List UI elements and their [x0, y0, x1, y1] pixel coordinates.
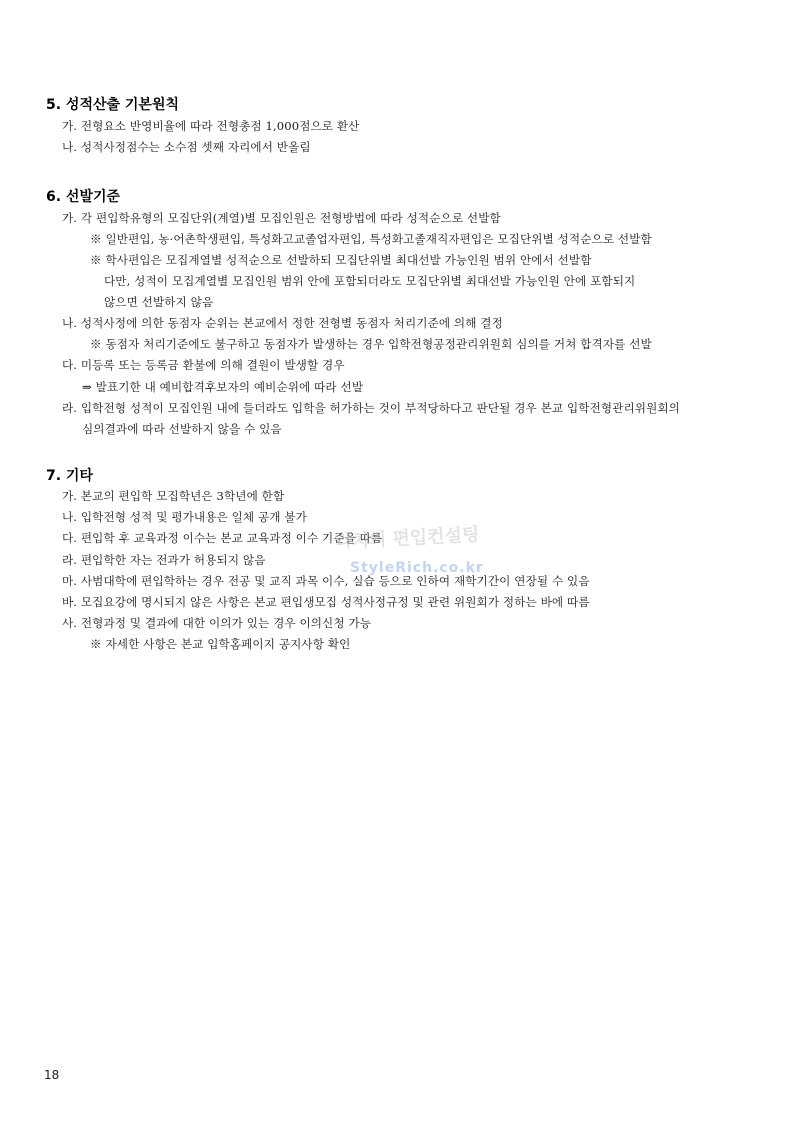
section-6-note-waitlist: ⇒ 발표기한 내 예비합격후보자의 예비순위에 따라 선발 [82, 380, 364, 394]
section-7-item-ba: 바. 모집요강에 명시되지 않은 사항은 본교 편입생모집 성적사정규정 및 관련 위원회가 정하는 바에 따름 [62, 595, 590, 609]
watermark-bottom-text: StyleRich.co.kr [350, 560, 484, 576]
section-7-title: 7. 기타 [46, 468, 93, 484]
section-6-item-ra: 라. 입학전형 성적이 모집인원 내에 들더라도 입학을 허가하는 것이 부적당하다고 판단될 경우 본교 입학전형관리위원회의 [62, 401, 680, 415]
section-6-note-general-transfer: ※ 일반편입, 농·어촌학생편입, 특성화고교졸업자편입, 특성화고졸재직자편입은 모집단위별 성적순으로 선발함 [90, 232, 652, 246]
section-7-item-da: 다. 편입학 후 교육과정 이수는 본교 교육과정 이수 기준을 따름 [62, 531, 383, 545]
section-6-title: 6. 선발기준 [46, 189, 121, 205]
section-6-item-ra-cont: 심의결과에 따라 선발하지 않을 수 있음 [82, 422, 282, 436]
section-6-item-ga: 가. 각 편입학유형의 모집단위(계열)별 모집인원은 전형방법에 따라 성적순으로 선발함 [62, 211, 501, 225]
section-7-item-sa: 사. 전형과정 및 결과에 대한 이의가 있는 경우 이의신청 가능 [62, 616, 372, 630]
section-7-item-ra: 라. 편입학한 자는 전과가 허용되지 않음 [62, 553, 266, 567]
watermark-top-text: 리치의 편입컨설팅 [333, 524, 480, 553]
section-6-note-bachelor-transfer-cont: 다만, 성적이 모집계열별 모집인원 범위 안에 포함되더라도 모집단위별 최대선발 가능인원 안에 포함되지 [104, 274, 636, 288]
section-6-note-bachelor-transfer-cont2: 않으면 선발하지 않음 [104, 295, 214, 309]
section-6-note-bachelor-transfer: ※ 학사편입은 모집계열별 성적순으로 선발하되 모집단위별 최대선발 가능인원 범위 안에서 선발함 [90, 253, 592, 267]
section-5-item-na: 나. 성적사정점수는 소수점 셋째 자리에서 반올림 [62, 140, 311, 154]
section-7-item-ga: 가. 본교의 편입학 모집학년은 3학년에 한함 [62, 489, 285, 503]
section-6-note-tie-breaker: ※ 동점자 처리기준에도 불구하고 동점자가 발생하는 경우 입학전형공정관리위원회 심의를 거쳐 합격자를 선발 [90, 337, 652, 351]
section-7-item-ma: 마. 사범대학에 편입학하는 경우 전공 및 교직 과목 이수, 실습 등으로 인하여 재학기간이 연장될 수 있음 [62, 574, 590, 588]
section-6-item-na: 나. 성적사정에 의한 동점자 순위는 본교에서 정한 전형별 동점자 처리기준에 의해 결정 [62, 316, 503, 330]
section-5-title: 5. 성적산출 기본원칙 [46, 97, 179, 113]
page-number: 18 [44, 1068, 60, 1082]
section-5-item-ga: 가. 전형요소 반영비율에 따라 전형총점 1,000점으로 환산 [62, 119, 360, 133]
section-6-item-da: 다. 미등록 또는 등록금 환불에 의해 결원이 발생할 경우 [62, 358, 345, 372]
section-7-item-na: 나. 입학전형 성적 및 평가내용은 일체 공개 불가 [62, 510, 307, 524]
section-7-note-website: ※ 자세한 사항은 본교 입학홈페이지 공지사항 확인 [90, 637, 351, 651]
